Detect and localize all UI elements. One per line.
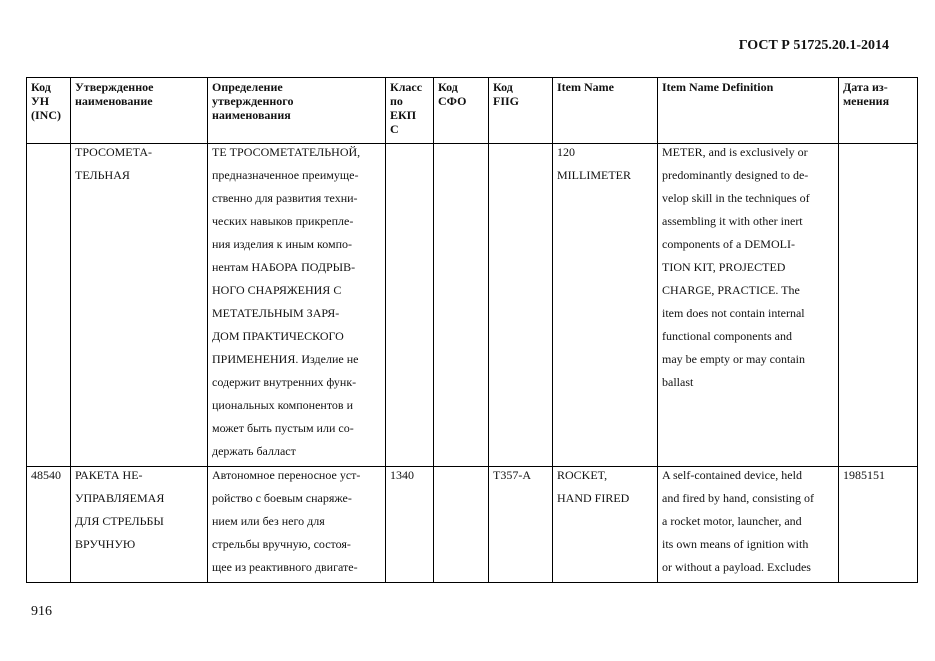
cell-line: TION KIT, PROJECTED [662, 260, 786, 274]
cell-line: A self-contained device, held [662, 468, 802, 482]
cell-line: УПРАВЛЯЕМАЯ [75, 491, 165, 505]
cell-item-name-definition [658, 144, 839, 467]
cell-class [386, 467, 434, 583]
table-row [27, 467, 918, 583]
cell-line: НОГО СНАРЯЖЕНИЯ С [212, 283, 342, 297]
cell-line [843, 144, 913, 167]
cell-line: нентам НАБОРА ПОДРЫВ- [212, 260, 356, 274]
header-definition [208, 78, 386, 144]
cell-line: держать балласт [212, 444, 296, 458]
cell-line [438, 467, 484, 490]
cell-inc [27, 144, 71, 467]
cell-line: predominantly designed to de- [662, 168, 809, 182]
cell-line: может быть пустым или со- [212, 421, 354, 435]
cell-change-date [839, 467, 918, 583]
header-approved-name [71, 78, 208, 144]
nomenclature-table [26, 77, 918, 583]
cell-line: щее из реактивного двигате- [212, 560, 358, 574]
cell-line: МЕТАТЕЛЬНЫМ ЗАРЯ- [212, 306, 340, 320]
cell-line: CHARGE, PRACTICE. The [662, 283, 800, 297]
table-header-row [27, 78, 918, 144]
cell-line: ТРОСОМЕТА- [75, 145, 153, 159]
header-line: Item Name Definition [662, 80, 774, 94]
cell-line: may be empty or may contain [662, 352, 805, 366]
header-item-name [553, 78, 658, 144]
header-line: Дата из- [843, 80, 888, 94]
header-line: (INC) [31, 108, 61, 122]
header-inc [27, 78, 71, 144]
cell-line: velop skill in the techniques of [662, 191, 810, 205]
header-line: наименования [212, 108, 291, 122]
cell-line: стрельбы вручную, состоя- [212, 537, 351, 551]
cell-line [438, 144, 484, 167]
cell-line: MILLIMETER [557, 168, 631, 182]
header-line: по [390, 94, 403, 108]
cell-line: Автономное переносное уст- [212, 468, 361, 482]
cell-line: ДЛЯ СТРЕЛЬБЫ [75, 514, 164, 528]
cell-line: РАКЕТА НЕ- [75, 468, 143, 482]
cell-line: and fired by hand, consisting of [662, 491, 814, 505]
header-line: наименование [75, 94, 153, 108]
header-line: С [390, 122, 399, 136]
cell-item-name-definition [658, 467, 839, 583]
header-change-date [839, 78, 918, 144]
cell-approved-name [71, 144, 208, 467]
header-class [386, 78, 434, 144]
cell-sfo [434, 467, 489, 583]
cell-line: ПРИМЕНЕНИЯ. Изделие не [212, 352, 359, 366]
cell-fiig [489, 144, 553, 467]
cell-line: 1340 [390, 468, 414, 482]
header-line: утвержденного [212, 94, 294, 108]
cell-line: its own means of ignition with [662, 537, 809, 551]
cell-line: ственно для развития техни- [212, 191, 358, 205]
header-item-name-definition [658, 78, 839, 144]
cell-approved-name [71, 467, 208, 583]
cell-line [31, 144, 66, 167]
cell-class [386, 144, 434, 467]
cell-item-name [553, 144, 658, 467]
cell-line: ТЕЛЬНАЯ [75, 168, 130, 182]
cell-line: ДОМ ПРАКТИЧЕСКОГО [212, 329, 344, 343]
cell-line: HAND FIRED [557, 491, 630, 505]
cell-definition [208, 467, 386, 583]
header-line: Код [493, 80, 513, 94]
cell-line: ВРУЧНУЮ [75, 537, 136, 551]
cell-line: 120 [557, 145, 575, 159]
cell-line [390, 144, 429, 167]
cell-line: item does not contain internal [662, 306, 805, 320]
cell-line: ROCKET, [557, 468, 608, 482]
header-line: СФО [438, 94, 467, 108]
cell-line: ballast [662, 375, 694, 389]
cell-item-name [553, 467, 658, 583]
cell-line: нием или без него для [212, 514, 325, 528]
cell-line: ройство с боевым снаряже- [212, 491, 352, 505]
cell-line: 48540 [31, 468, 61, 482]
header-line: Утвержденное [75, 80, 154, 94]
cell-inc [27, 467, 71, 583]
cell-line: ния изделия к иным компо- [212, 237, 353, 251]
header-line: Определение [212, 80, 283, 94]
cell-line: предназначенное преимуще- [212, 168, 359, 182]
cell-line: assembling it with other inert [662, 214, 803, 228]
header-sfo [434, 78, 489, 144]
document-code: ГОСТ Р 51725.20.1-2014 [738, 38, 889, 53]
header-line: менения [843, 94, 890, 108]
cell-line [493, 144, 548, 167]
cell-line: a rocket motor, launcher, and [662, 514, 802, 528]
header-line: ЕКП [390, 108, 417, 122]
cell-fiig [489, 467, 553, 583]
cell-line: ТЕ ТРОСОМЕТАТЕЛЬНОЙ, [212, 145, 361, 159]
header-line: УН [31, 94, 50, 108]
table-row [27, 144, 918, 467]
cell-sfo [434, 144, 489, 467]
cell-line: functional components and [662, 329, 792, 343]
cell-line: ческих навыков прикрепле- [212, 214, 354, 228]
cell-line: T357-A [493, 468, 531, 482]
cell-line: циональных компонентов и [212, 398, 353, 412]
header-line: Код [438, 80, 458, 94]
page-number: 916 [31, 604, 52, 619]
header-line: Класс [390, 80, 423, 94]
header-line: Код [31, 80, 51, 94]
cell-definition [208, 144, 386, 467]
cell-line: 1985151 [843, 468, 885, 482]
header-fiig [489, 78, 553, 144]
header-line: Item Name [557, 80, 614, 94]
cell-line: components of a DEMOLI- [662, 237, 795, 251]
cell-change-date [839, 144, 918, 467]
header-line: FIIG [493, 94, 520, 108]
cell-line: or without a payload. Excludes [662, 560, 811, 574]
cell-line: METER, and is exclusively or [662, 145, 808, 159]
cell-line: содержит внутренних функ- [212, 375, 357, 389]
